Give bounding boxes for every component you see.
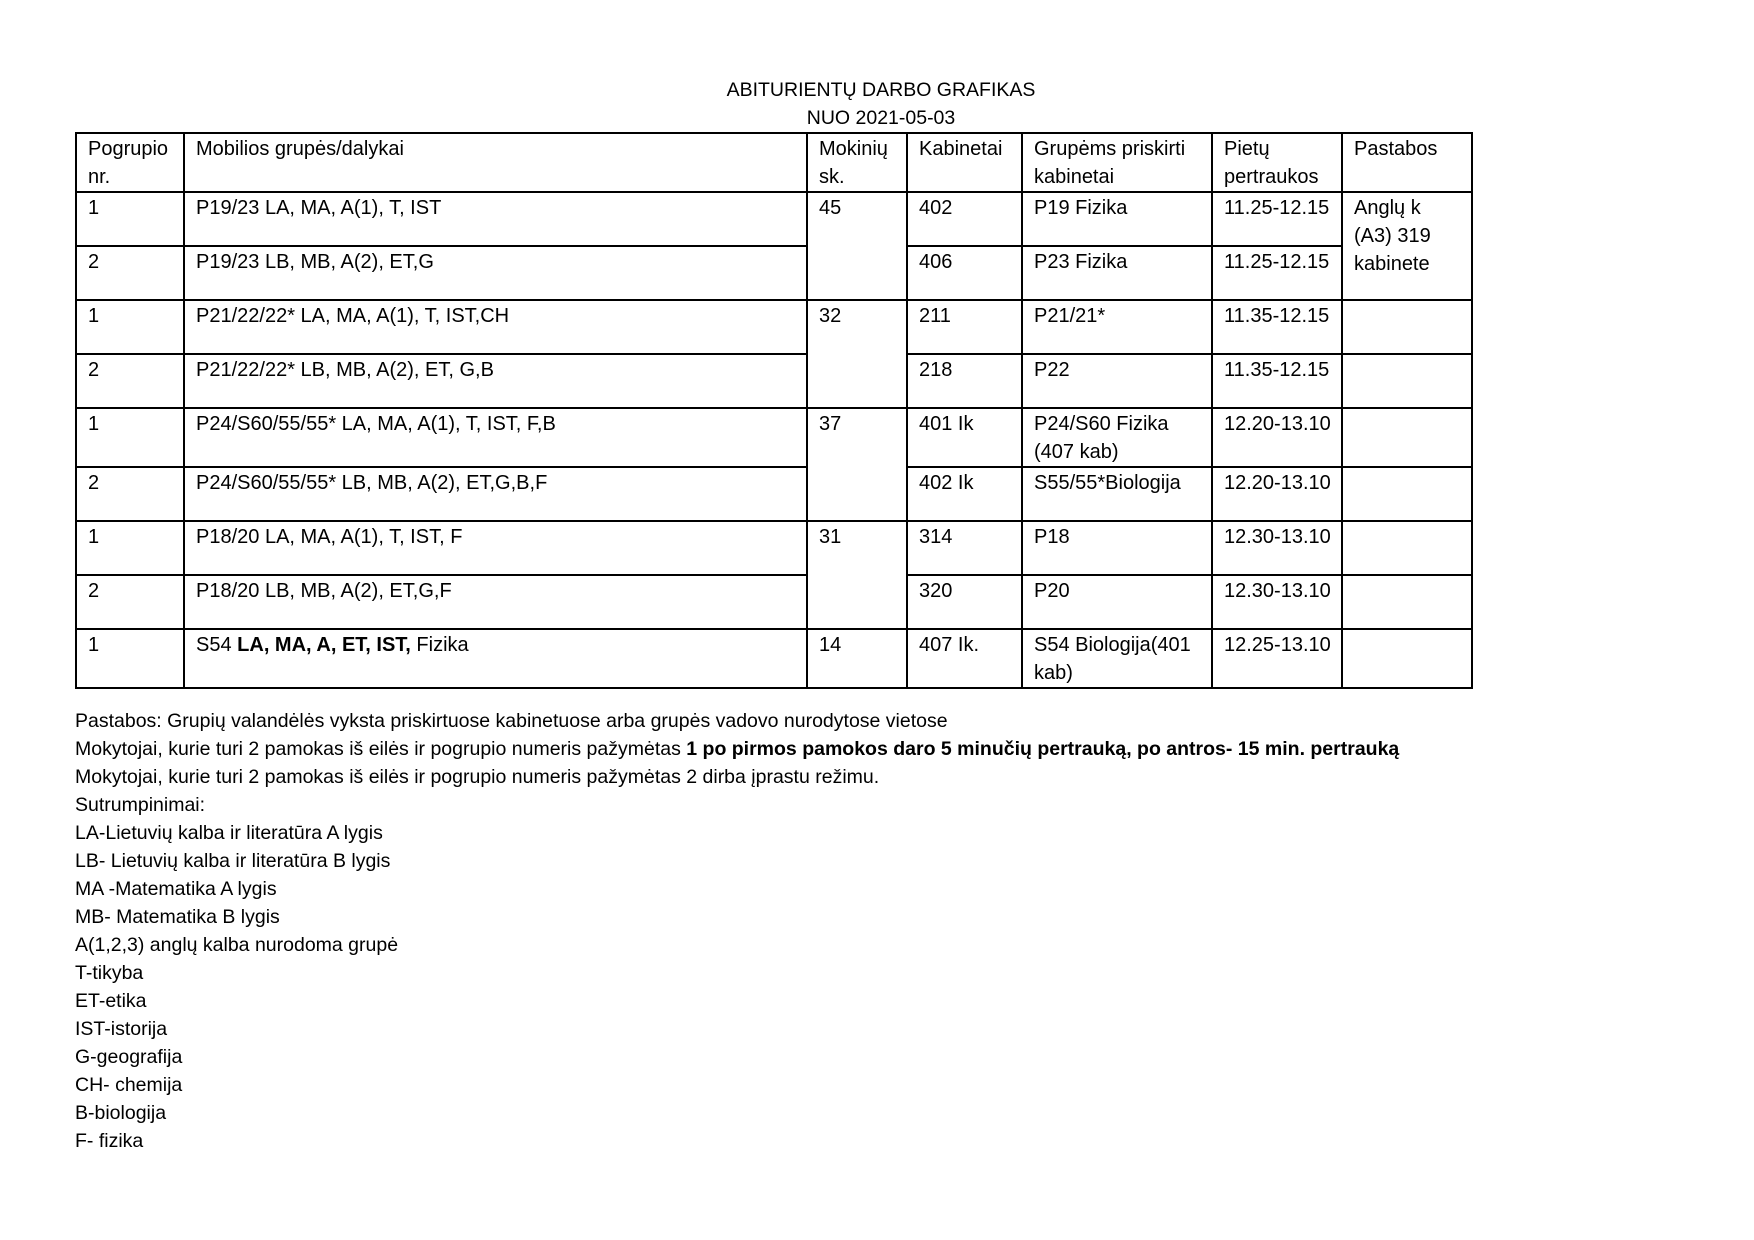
cell-group-no: 2 bbox=[76, 354, 184, 408]
cell-room: 211 bbox=[907, 300, 1022, 354]
cell-notes bbox=[1342, 521, 1472, 575]
cell-group: P19/23 LA, MA, A(1), T, IST bbox=[184, 192, 807, 246]
cell-group: P24/S60/55/55* LA, MA, A(1), T, IST, F,B bbox=[184, 408, 807, 467]
document-title: ABITURIENTŲ DARBO GRAFIKAS bbox=[726, 79, 1036, 101]
abbreviation-item: A(1,2,3) anglų kalba nurodoma grupė bbox=[75, 934, 399, 956]
cell-assigned: P21/21* bbox=[1022, 300, 1212, 354]
cell-group-no: 1 bbox=[76, 300, 184, 354]
abbreviation-item: MB- Matematika B lygis bbox=[75, 906, 280, 928]
table-row bbox=[76, 408, 1472, 467]
cell-lunch: 12.25-13.10 bbox=[1212, 629, 1342, 688]
abbreviation-item: B-biologija bbox=[75, 1102, 167, 1124]
cell-room: 320 bbox=[907, 575, 1022, 629]
cell-assigned: S55/55*Biologija bbox=[1022, 467, 1212, 521]
note-line bbox=[75, 735, 1399, 763]
table-row bbox=[76, 354, 1472, 408]
cell-lunch: 12.20-13.10 bbox=[1212, 408, 1342, 467]
cell-group-no: 2 bbox=[76, 467, 184, 521]
note-bold-text: 1 po pirmos pamokos daro 5 minučių pertrauką, po antros- 15 min. pertrauką bbox=[686, 738, 1400, 760]
cell-lunch: 11.25-12.15 bbox=[1212, 192, 1342, 246]
header-students: Mokinių sk. bbox=[807, 133, 907, 192]
cell-students: 31 bbox=[807, 521, 907, 629]
cell-notes bbox=[1342, 575, 1472, 629]
abbreviation-item: CH- chemija bbox=[75, 1074, 183, 1096]
cell-notes bbox=[1342, 408, 1472, 467]
cell-notes: Anglų k (A3) 319 kabinete bbox=[1342, 192, 1472, 300]
cell-group-no: 1 bbox=[76, 192, 184, 246]
cell-assigned: P19 Fizika bbox=[1022, 192, 1212, 246]
cell-notes bbox=[1342, 467, 1472, 521]
cell-notes bbox=[1342, 354, 1472, 408]
cell-students: 37 bbox=[807, 408, 907, 521]
cell-group: P21/22/22* LB, MB, A(2), ET, G,B bbox=[184, 354, 807, 408]
document-subtitle: NUO 2021-05-03 bbox=[806, 107, 956, 129]
table-row bbox=[76, 629, 1472, 688]
abbreviation-item: T-tikyba bbox=[75, 962, 144, 984]
cell-group: P19/23 LB, MB, A(2), ET,G bbox=[184, 246, 807, 300]
cell-room: 406 bbox=[907, 246, 1022, 300]
cell-group-no: 2 bbox=[76, 575, 184, 629]
notes-section bbox=[75, 707, 1399, 1155]
group-prefix: S54 bbox=[196, 634, 238, 656]
cell-room: 218 bbox=[907, 354, 1022, 408]
cell-room: 402 Ik bbox=[907, 467, 1022, 521]
cell-group: P21/22/22* LA, MA, A(1), T, IST,CH bbox=[184, 300, 807, 354]
header-group-no: Pogrupio nr. bbox=[76, 133, 184, 192]
abbreviations-title: Sutrumpinimai: bbox=[75, 794, 206, 816]
header-groups: Mobilios grupės/dalykai bbox=[184, 133, 807, 192]
abbreviation-item: IST-istorija bbox=[75, 1018, 168, 1040]
cell-lunch: 12.20-13.10 bbox=[1212, 467, 1342, 521]
cell-lunch: 11.25-12.15 bbox=[1212, 246, 1342, 300]
abbreviation-item: F- fizika bbox=[75, 1130, 144, 1152]
cell-students: 32 bbox=[807, 300, 907, 408]
header-notes: Pastabos bbox=[1342, 133, 1472, 192]
cell-group: P18/20 LB, MB, A(2), ET,G,F bbox=[184, 575, 807, 629]
cell-group-no: 1 bbox=[76, 408, 184, 467]
cell-group: P18/20 LA, MA, A(1), T, IST, F bbox=[184, 521, 807, 575]
cell-lunch: 12.30-13.10 bbox=[1212, 575, 1342, 629]
abbreviation-item: MA -Matematika A lygis bbox=[75, 878, 277, 900]
cell-assigned: S54 Biologija(401 kab) bbox=[1022, 629, 1212, 688]
cell-room: 401 Ik bbox=[907, 408, 1022, 467]
cell-assigned: P24/S60 Fizika (407 kab) bbox=[1022, 408, 1212, 467]
group-suffix: Fizika bbox=[410, 634, 469, 656]
cell-group-no: 2 bbox=[76, 246, 184, 300]
header-lunch: Pietų pertraukos bbox=[1212, 133, 1342, 192]
table-row bbox=[76, 467, 1472, 521]
abbreviation-item: ET-etika bbox=[75, 990, 147, 1012]
cell-room: 314 bbox=[907, 521, 1022, 575]
cell-assigned: P18 bbox=[1022, 521, 1212, 575]
cell-group: P24/S60/55/55* LB, MB, A(2), ET,G,B,F bbox=[184, 467, 807, 521]
table-header-row bbox=[76, 133, 1472, 192]
cell-students: 45 bbox=[807, 192, 907, 300]
abbreviation-item: G-geografija bbox=[75, 1046, 183, 1068]
header-assigned-rooms: Grupėms priskirti kabinetai bbox=[1022, 133, 1212, 192]
cell-room: 407 Ik. bbox=[907, 629, 1022, 688]
table-row bbox=[76, 521, 1472, 575]
table-row bbox=[76, 575, 1472, 629]
cell-assigned: P23 Fizika bbox=[1022, 246, 1212, 300]
cell-assigned: P22 bbox=[1022, 354, 1212, 408]
note-line: Mokytojai, kurie turi 2 pamokas iš eilės ir pogrupio numeris pažymėtas 2 dirba įprastu režimu. bbox=[75, 766, 880, 788]
abbreviation-item: LB- Lietuvių kalba ir literatūra B lygis bbox=[75, 850, 391, 872]
abbreviation-item: LA-Lietuvių kalba ir literatūra A lygis bbox=[75, 822, 383, 844]
cell-notes bbox=[1342, 300, 1472, 354]
cell-lunch: 11.35-12.15 bbox=[1212, 354, 1342, 408]
cell-group-no: 1 bbox=[76, 521, 184, 575]
cell-notes bbox=[1342, 629, 1472, 688]
note-text: Mokytojai, kurie turi 2 pamokas iš eilės ir pogrupio numeris pažymėtas bbox=[75, 738, 687, 760]
note-line: Pastabos: Grupių valandėlės vyksta priskirtuose kabinetuose arba grupės vadovo nurodytose vietose bbox=[75, 710, 948, 732]
cell-group bbox=[184, 629, 807, 688]
cell-students: 14 bbox=[807, 629, 907, 688]
schedule-table bbox=[75, 132, 1473, 689]
table-row bbox=[76, 300, 1472, 354]
table-row bbox=[76, 246, 1472, 300]
cell-lunch: 12.30-13.10 bbox=[1212, 521, 1342, 575]
header-rooms: Kabinetai bbox=[907, 133, 1022, 192]
cell-assigned: P20 bbox=[1022, 575, 1212, 629]
cell-group-no: 1 bbox=[76, 629, 184, 688]
table-row bbox=[76, 192, 1472, 246]
cell-room: 402 bbox=[907, 192, 1022, 246]
document-header bbox=[0, 76, 1754, 132]
group-bold-subjects: LA, MA, A, ET, IST, bbox=[237, 634, 411, 656]
cell-lunch: 11.35-12.15 bbox=[1212, 300, 1342, 354]
